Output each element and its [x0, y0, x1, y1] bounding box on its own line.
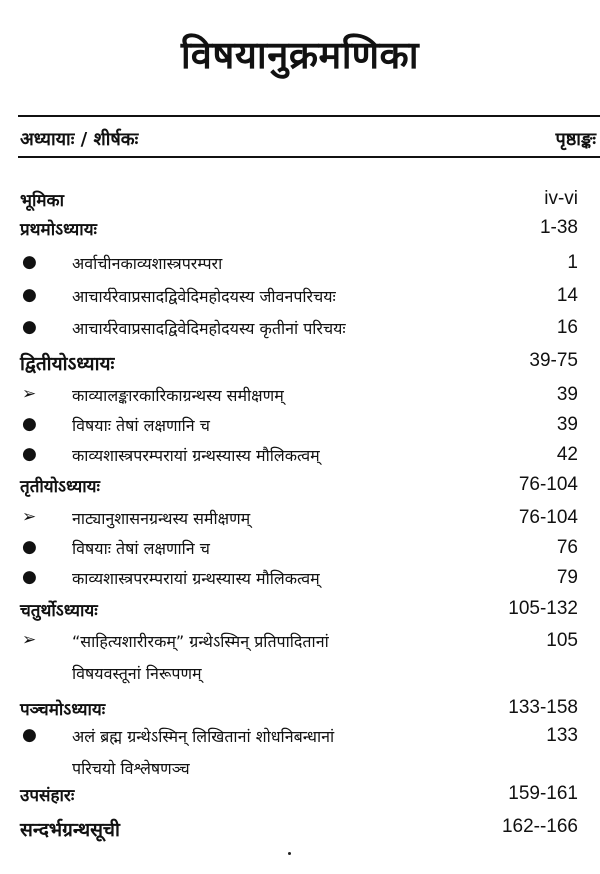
page-title: विषयानुक्रमणिका: [180, 33, 420, 77]
item-title-continued: परिचयो विश्लेषणञ्च: [72, 759, 190, 778]
bullet-icon: ●: [22, 444, 37, 464]
page-number: 76-104: [518, 474, 578, 495]
page-number: 14: [556, 285, 578, 306]
section-title: तृतीयोऽध्यायः: [20, 477, 100, 497]
header-chapter-title: अध्यायाः / शीर्षकः: [20, 129, 139, 150]
item-title: नाट्यानुशासनग्रन्थस्य समीक्षणम्: [72, 509, 251, 528]
bullet-icon: ●: [22, 285, 37, 305]
page-number: 105-132: [508, 598, 578, 619]
page-number: iv-vi: [544, 188, 578, 209]
section-title: उपसंहारः: [20, 786, 75, 806]
page-number: 1: [567, 252, 578, 273]
page-number: 76: [556, 537, 578, 558]
section-title: भूमिका: [20, 191, 64, 211]
page-dot: [288, 852, 291, 855]
bullet-icon: ●: [22, 537, 37, 557]
item-title: “साहित्यशारीरकम्” ग्रन्थेऽस्मिन् प्रतिपादितानां: [72, 632, 329, 651]
arrow-bullet-icon: ➢: [22, 384, 37, 404]
item-title: आचार्यरेवाप्रसादद्विवेदिमहोदयस्य कृतीनां परिचयः: [72, 319, 346, 338]
bullet-icon: ●: [22, 725, 37, 745]
page-number: 39: [556, 384, 578, 405]
bullet-icon: ●: [22, 567, 37, 587]
arrow-bullet-icon: ➢: [22, 507, 37, 527]
section-title: द्वितीयोऽध्यायः: [20, 353, 115, 375]
item-title-continued: विषयवस्तूनां निरूपणम्: [72, 664, 202, 683]
item-title: काव्यशास्त्रपरम्परायां ग्रन्थस्यास्य मौलिकत्वम्: [72, 446, 320, 465]
section-title: पञ्चमोऽध्यायः: [20, 700, 106, 720]
page-number: 76-104: [518, 507, 578, 528]
bullet-icon: ●: [22, 414, 37, 434]
item-title: विषयाः तेषां लक्षणानि च: [72, 539, 210, 558]
page-number: 42: [556, 444, 578, 465]
header-page-number: पृष्ठाङ्कः: [555, 129, 596, 150]
page-number: 79: [556, 567, 578, 588]
bullet-icon: ●: [22, 252, 37, 272]
header-top-rule: [18, 115, 600, 117]
page-number: 133: [546, 725, 578, 746]
page-number: 39: [556, 414, 578, 435]
page-number: 105: [546, 630, 578, 651]
page-number: 1-38: [539, 217, 578, 238]
item-title: अलं ब्रह्म ग्रन्थेऽस्मिन् लिखितानां शोधनिबन्धानां: [72, 727, 335, 746]
item-title: विषयाः तेषां लक्षणानि च: [72, 416, 210, 435]
bullet-icon: ●: [22, 317, 37, 337]
item-title: काव्यशास्त्रपरम्परायां ग्रन्थस्यास्य मौलिकत्वम्: [72, 569, 320, 588]
header-bottom-rule: [18, 156, 600, 158]
page-number: 133-158: [508, 697, 578, 718]
section-title: सन्दर्भग्रन्थसूची: [20, 819, 120, 841]
item-title: काव्यालङ्कारकारिकाग्रन्थस्य समीक्षणम्: [72, 386, 284, 405]
section-title: चतुर्थोऽध्यायः: [20, 601, 98, 621]
page-number: 16: [556, 317, 578, 338]
section-title: प्रथमोऽध्यायः: [20, 220, 97, 240]
item-title: अर्वाचीनकाव्यशास्त्रपरम्परा: [72, 254, 223, 273]
arrow-bullet-icon: ➢: [22, 630, 37, 650]
page-number: 162--166: [501, 816, 578, 837]
item-title: आचार्यरेवाप्रसादद्विवेदिमहोदयस्य जीवनपरिचयः: [72, 287, 336, 306]
page-number: 39-75: [529, 350, 578, 371]
page-number: 159-161: [508, 783, 578, 804]
